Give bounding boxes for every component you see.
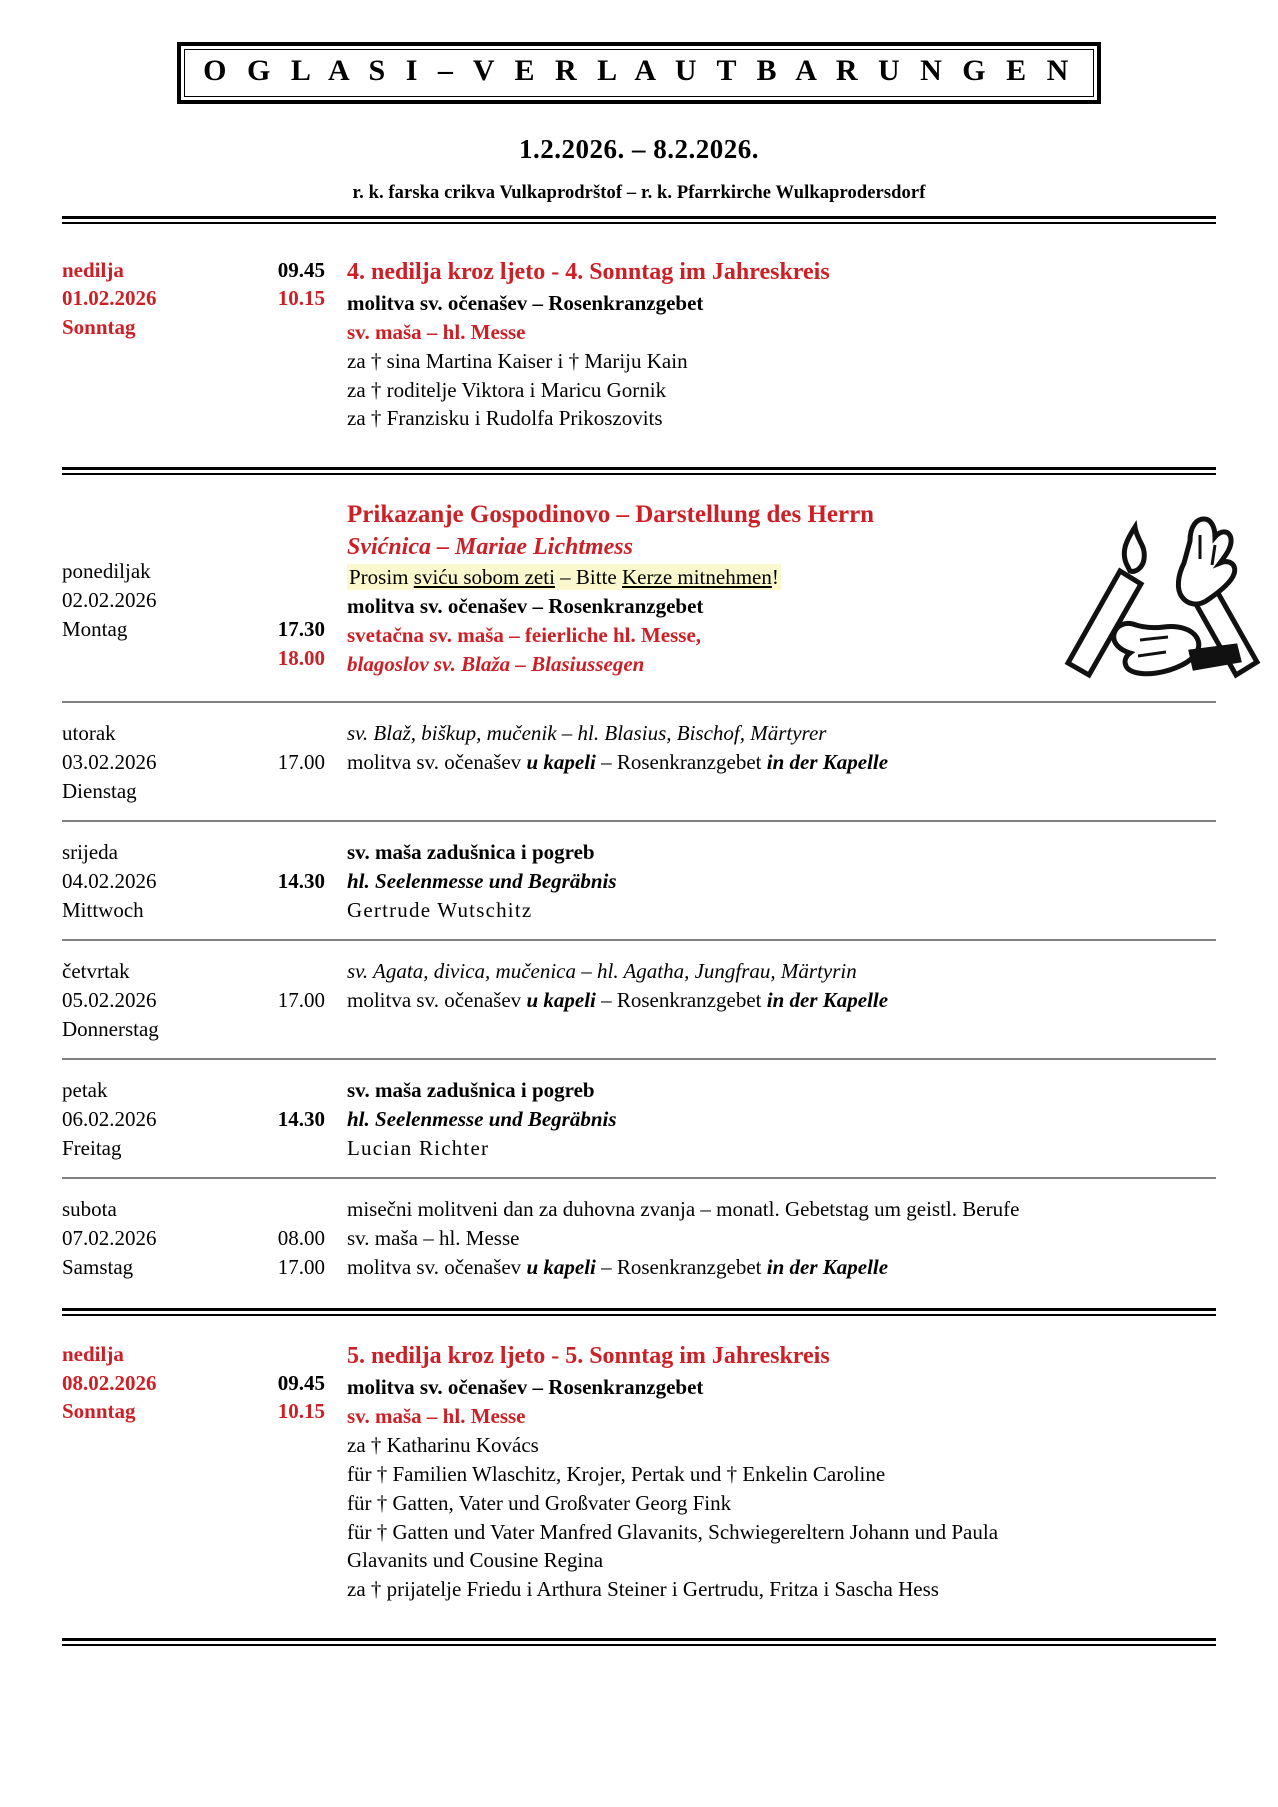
time-blank xyxy=(237,777,325,806)
day-date: 02.02.2026 xyxy=(62,588,157,613)
time-column xyxy=(237,836,347,925)
day-column xyxy=(62,836,237,925)
schedule-entry-friday-feb-06 xyxy=(0,1074,1278,1163)
mass-line: svetačna sv. maša – feierliche hl. Messe, xyxy=(347,623,702,648)
rosary-location-german: in der Kapelle xyxy=(766,987,889,1012)
rosary-location-croatian: u kapeli xyxy=(526,1254,596,1279)
day-column xyxy=(62,1074,237,1163)
rosary-text-c: – Rosenkranzgebet xyxy=(595,749,767,774)
deceased-name: Lucian Richter xyxy=(347,1135,490,1160)
feast-title: 4. nedilja kroz ljeto - 4. Sonntag im Jahreskreis xyxy=(347,258,830,285)
day-column xyxy=(62,717,237,806)
title-frame xyxy=(177,42,1101,104)
schedule-entry-thursday-feb-05 xyxy=(0,955,1278,1044)
day-column xyxy=(62,254,237,434)
time-blank xyxy=(237,1015,325,1044)
rosary-text-a: molitva sv. očenašev xyxy=(347,1254,527,1279)
spacer xyxy=(0,1044,1278,1058)
rosary-text-c: – Rosenkranzgebet xyxy=(595,1254,767,1279)
schedule-entry-monday-feb-02 xyxy=(0,497,1278,679)
time-blank xyxy=(237,1134,325,1163)
intention-line: für † Gatten und Vater Manfred Glavanits, Schwiegereltern Johann und Paula xyxy=(347,1519,999,1544)
divider-double xyxy=(62,1308,1216,1316)
rosary-line xyxy=(347,986,1216,1015)
time-column xyxy=(237,955,347,1044)
rule-wrap xyxy=(0,1638,1278,1646)
time-column xyxy=(237,1338,347,1605)
rosary-location-german: in der Kapelle xyxy=(766,1254,889,1279)
deceased-name: Gertrude Wutschitz xyxy=(347,897,533,922)
date-range: 1.2.2026. – 8.2.2026. xyxy=(519,133,759,164)
rosary-text-c: – Rosenkranzgebet xyxy=(595,987,767,1012)
spacer xyxy=(0,1060,1278,1074)
spacer xyxy=(0,925,1278,939)
title-frame-inner xyxy=(184,49,1094,97)
day-date: 08.02.2026 xyxy=(62,1370,157,1395)
schedule-entry-saturday-feb-07 xyxy=(0,1193,1278,1282)
time-column-offset xyxy=(237,499,325,557)
time-value: 09.45 xyxy=(277,1370,325,1395)
notice-text-before: Prosim xyxy=(349,565,414,590)
rosary-text-a: molitva sv. očenašev xyxy=(347,749,527,774)
notice-underline-croatian: sviću sobom zeti xyxy=(413,565,555,590)
spacer xyxy=(0,1604,1278,1626)
time-value: 10.15 xyxy=(277,1399,325,1424)
description-column xyxy=(347,836,1216,925)
day-name-german: Sonntag xyxy=(62,315,136,340)
parish-subtitle: r. k. farska crikva Vulkaprodrštof – r. k. Pfarrkirche Wulkaprodersdorf xyxy=(352,182,926,203)
time-blank xyxy=(237,719,325,748)
spacer xyxy=(0,475,1278,497)
candle-notice-highlight xyxy=(347,564,781,590)
spacer xyxy=(0,1179,1278,1193)
intention-line: za † sina Martina Kaiser i † Mariju Kain xyxy=(347,348,688,373)
time-blank xyxy=(237,1340,325,1369)
time-blank xyxy=(237,838,325,867)
day-name-german: Freitag xyxy=(62,1135,122,1160)
time-value: 17.30 xyxy=(277,617,325,642)
time-blank xyxy=(237,586,325,615)
day-date: 06.02.2026 xyxy=(62,1106,157,1131)
rosary-location-german: in der Kapelle xyxy=(766,749,889,774)
day-name-german: Dienstag xyxy=(62,778,137,803)
time-value: 17.00 xyxy=(277,987,325,1012)
time-value: 14.30 xyxy=(277,868,325,893)
time-value: 14.30 xyxy=(277,1106,325,1131)
notice-underline-german: Kerze mitnehmen xyxy=(622,565,772,590)
rule-wrap xyxy=(0,1308,1278,1316)
description-column xyxy=(347,254,1216,434)
time-value: 18.00 xyxy=(277,646,325,671)
day-name-croatian: utorak xyxy=(62,721,116,746)
time-value: 10.15 xyxy=(277,286,325,311)
day-column xyxy=(62,1338,237,1605)
spacer xyxy=(0,1316,1278,1338)
spacer xyxy=(0,703,1278,717)
feast-title: Prikazanje Gospodinovo – Darstellung des Herrn xyxy=(347,501,875,529)
rosary-location-croatian: u kapeli xyxy=(526,987,596,1012)
description-column xyxy=(347,955,1216,1044)
spacer-line xyxy=(347,777,1216,806)
funeral-mass-german: hl. Seelenmesse und Begräbnis xyxy=(347,868,617,893)
day-name-croatian: nedilja xyxy=(62,257,124,282)
feast-title: 5. nedilja kroz ljeto - 5. Sonntag im Jahreskreis xyxy=(347,1342,830,1369)
day-name-german: Donnerstag xyxy=(62,1016,159,1041)
day-name-german: Mittwoch xyxy=(62,897,144,922)
page-title: O G L A S I – V E R L A U T B A R U N G E N xyxy=(203,54,1075,87)
day-column xyxy=(62,955,237,1044)
day-name-croatian: petak xyxy=(62,1077,108,1102)
day-name-german: Sonntag xyxy=(62,1399,136,1424)
time-column xyxy=(237,717,347,806)
time-blank xyxy=(237,957,325,986)
intention-line: za † Franzisku i Rudolfa Prikoszovits xyxy=(347,406,663,431)
rosary-location-croatian: u kapeli xyxy=(526,749,596,774)
spacer xyxy=(0,224,1278,254)
funeral-mass-croatian: sv. maša zadušnica i pogreb xyxy=(347,1077,595,1102)
description-column xyxy=(347,497,1216,679)
day-name-german: Samstag xyxy=(62,1254,134,1279)
time-column xyxy=(237,497,347,679)
day-column-offset xyxy=(62,499,237,557)
time-column xyxy=(237,1074,347,1163)
mass-line: sv. maša – hl. Messe xyxy=(347,1403,526,1428)
day-date: 07.02.2026 xyxy=(62,1225,157,1250)
spacer xyxy=(0,806,1278,820)
day-name-croatian: nedilja xyxy=(62,1341,124,1366)
funeral-mass-german: hl. Seelenmesse und Begräbnis xyxy=(347,1106,617,1131)
spacer xyxy=(0,1163,1278,1177)
time-column xyxy=(237,1193,347,1282)
time-blank xyxy=(237,896,325,925)
day-date: 04.02.2026 xyxy=(62,868,157,893)
rosary-line: molitva sv. očenašev – Rosenkranzgebet xyxy=(347,1374,704,1399)
day-column xyxy=(62,497,237,679)
day-date: 01.02.2026 xyxy=(62,286,157,311)
notice-text-middle: – Bitte xyxy=(554,565,623,590)
spacer xyxy=(0,433,1278,455)
description-column xyxy=(347,1338,1216,1605)
spacer-line xyxy=(347,1015,1216,1044)
spacer xyxy=(0,822,1278,836)
rosary-line: molitva sv. očenašev – Rosenkranzgebet xyxy=(347,290,704,315)
document-header xyxy=(0,0,1278,104)
feast-subtitle: Svićnica – Mariae Lichtmess xyxy=(347,533,633,560)
time-value: 09.45 xyxy=(277,257,325,282)
candle-notice xyxy=(347,563,1216,592)
day-date: 03.02.2026 xyxy=(62,749,157,774)
day-column xyxy=(62,1193,237,1282)
description-column xyxy=(347,1074,1216,1163)
funeral-mass-croatian: sv. maša zadušnica i pogreb xyxy=(347,839,595,864)
time-value: 17.00 xyxy=(277,749,325,774)
intention-line: za † Katharinu Kovács xyxy=(347,1432,539,1457)
rosary-text-a: molitva sv. očenašev xyxy=(347,987,527,1012)
rosary-line xyxy=(347,748,1216,777)
mass-line: sv. maša – hl. Messe xyxy=(347,319,526,344)
rule-wrap xyxy=(0,467,1278,475)
time-blank xyxy=(237,557,325,586)
day-name-croatian: srijeda xyxy=(62,839,118,864)
day-name-croatian: četvrtak xyxy=(62,958,130,983)
spacer xyxy=(0,941,1278,955)
rosary-line xyxy=(347,1253,1216,1282)
schedule-entry-sunday-feb-01 xyxy=(0,254,1278,434)
intention-line: für † Gatten, Vater und Großvater Georg Fink xyxy=(347,1490,732,1515)
intention-line: za † roditelje Viktora i Maricu Gornik xyxy=(347,377,667,402)
time-column xyxy=(237,254,347,434)
saint-of-the-day: sv. Agata, divica, mučenica – hl. Agatha, Jungfrau, Märtyrin xyxy=(347,958,857,983)
schedule-entry-sunday-feb-08 xyxy=(0,1338,1278,1605)
notice-text-after: ! xyxy=(771,565,779,590)
schedule-entry-wednesday-feb-04 xyxy=(0,836,1278,925)
description-column xyxy=(347,717,1216,806)
saint-of-the-day: sv. Blaž, biškup, mučenik – hl. Blasius, Bischof, Märtyrer xyxy=(347,721,827,746)
divider-double xyxy=(62,216,1216,224)
intention-line: für † Familien Wlaschitz, Krojer, Pertak und † Enkelin Caroline xyxy=(347,1461,886,1486)
intention-line: za † prijatelje Friedu i Arthura Steiner i Gertrudu, Fritza i Sascha Hess xyxy=(347,1577,939,1602)
blessing-line: blagoslov sv. Blaža – Blasiussegen xyxy=(347,652,645,677)
divider-double xyxy=(62,1638,1216,1646)
day-date: 05.02.2026 xyxy=(62,987,157,1012)
day-name-croatian: ponediljak xyxy=(62,559,151,584)
description-column xyxy=(347,1193,1216,1282)
time-value: 08.00 xyxy=(277,1225,325,1250)
mass-line: sv. maša – hl. Messe xyxy=(347,1225,520,1250)
day-name-german: Montag xyxy=(62,617,128,642)
time-value: 17.00 xyxy=(277,1254,325,1279)
spacer xyxy=(0,1282,1278,1296)
header-rule-wrap xyxy=(0,216,1278,224)
time-blank xyxy=(237,1076,325,1105)
divider-double xyxy=(62,467,1216,475)
day-name-croatian: subota xyxy=(62,1196,117,1221)
prayer-day-line: misečni molitveni dan za duhovna zvanja – monatl. Gebetstag um geistl. Berufe xyxy=(347,1196,1020,1221)
schedule-entry-tuesday-feb-03 xyxy=(0,717,1278,806)
intention-line: Glavanits und Cousine Regina xyxy=(347,1548,604,1573)
time-blank xyxy=(237,1195,325,1224)
spacer xyxy=(0,679,1278,701)
rosary-line: molitva sv. očenašev – Rosenkranzgebet xyxy=(347,594,704,619)
